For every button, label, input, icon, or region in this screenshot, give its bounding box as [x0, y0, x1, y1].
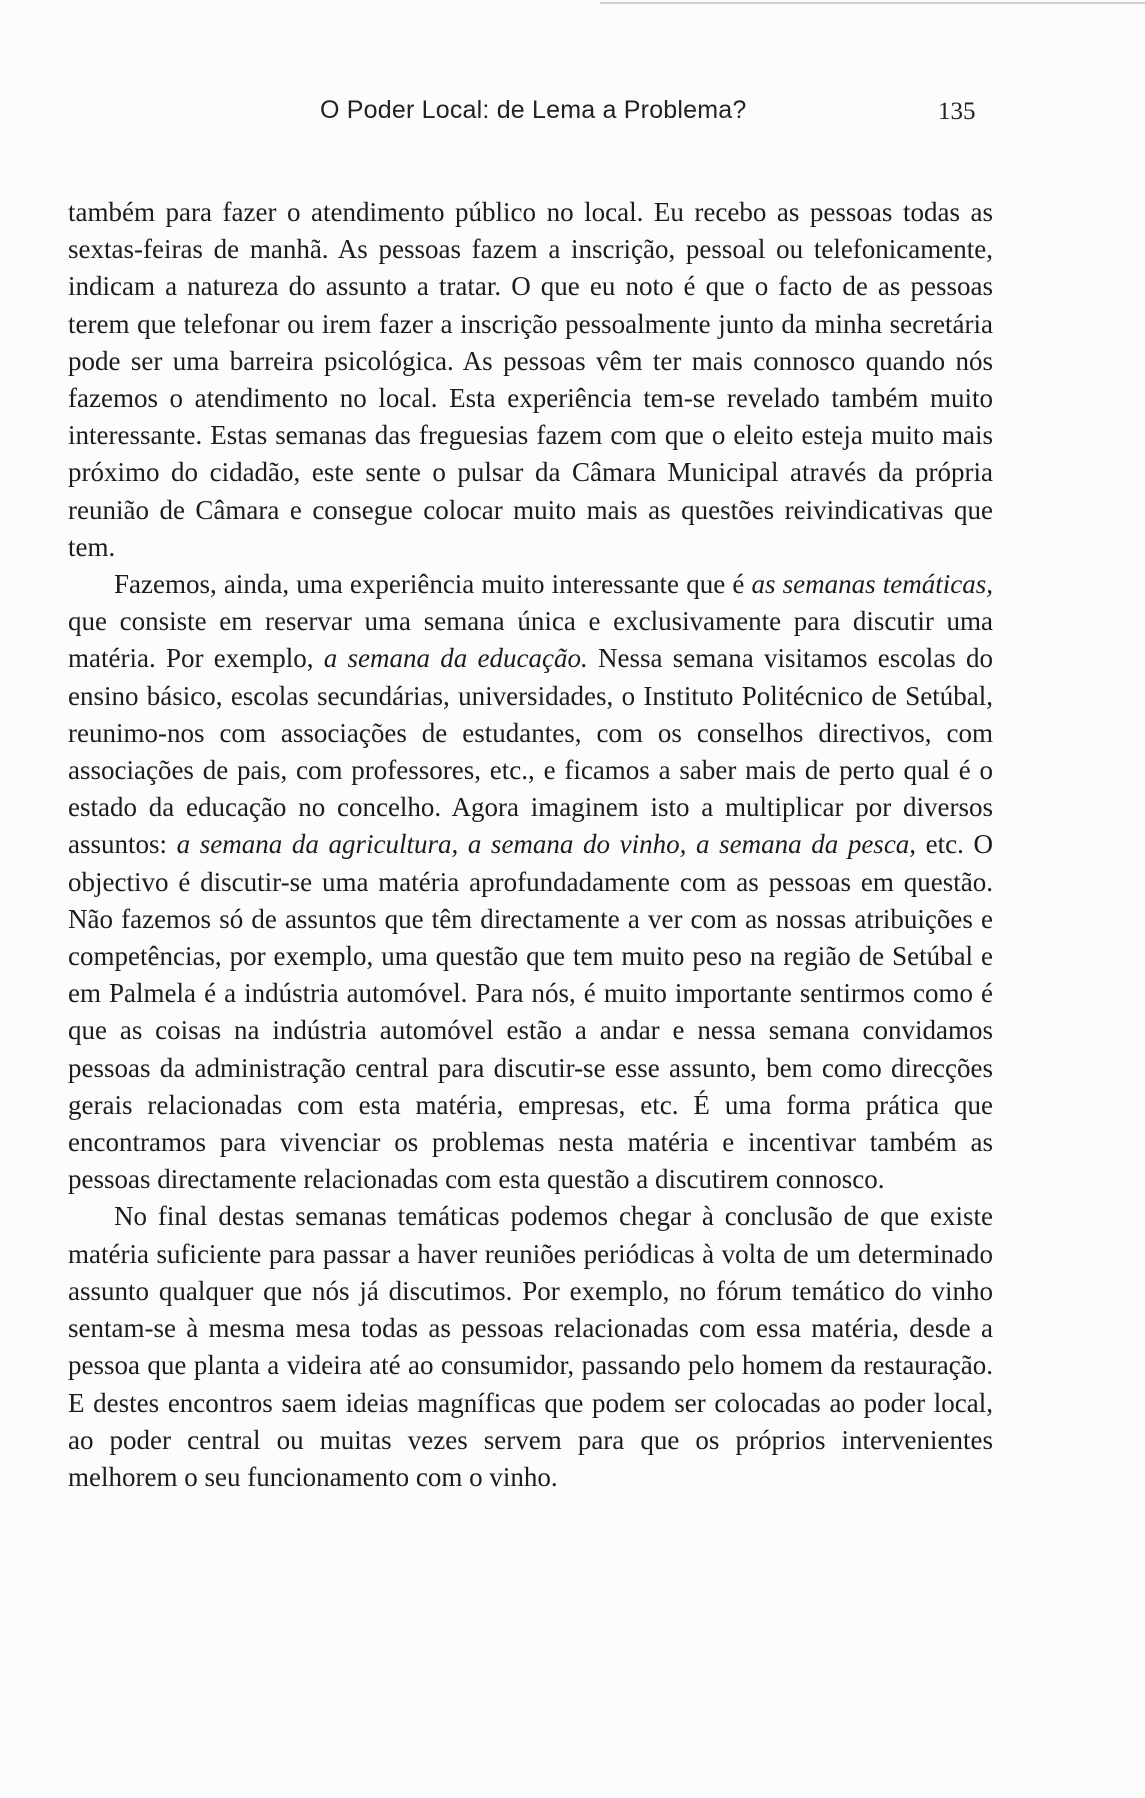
- paragraph-text: Fazemos, ainda, uma experiência muito interessante que é: [114, 569, 752, 600]
- paragraph-text: No final destas semanas temáticas podemos chegar à conclusão de que existe matéria suficiente para passar a haver reuniões periódicas à volta de um determinado assunto qualquer que nós já discutimos. Por exemplo, no fórum temático do vinho sentam-se à mesma mesa todas as pessoas relacionadas com essa matéria, desde a pessoa que planta a videira até ao consumidor, passando pelo homem da restauração. E destes encontros saem ideias magníficas que podem ser colocadas ao poder local, ao poder central ou muitas vezes servem para que os próprios intervenientes melhorem o seu funcionamento com o vinho.: [68, 1201, 993, 1492]
- page-number: 135: [938, 98, 976, 125]
- paragraph-text: etc. O objectivo é discutir-se uma matéria aprofundadamente com as pessoas em questão. Não fazemos só de assuntos que têm directamente a ver com as nossas atribuições e competências, por exemplo, uma questão que tem muito peso na região de Setúbal e em Palmela é a indústria automóvel. Para nós, é muito importante sentirmos como é que as coisas na indústria automóvel estão a andar e nessa semana convidamos pessoas da administração central para discutir-se esse assunto, bem como direcções gerais relacionadas com esta matéria, empresas, etc. É uma forma prática que encontramos para vivenciar os problemas nesta matéria e incentivar também as pessoas directamente relacionadas com esta questão a discutirem connosco.: [68, 829, 994, 1195]
- italic-phrase-semanas-tematicas: as semanas temáticas,: [751, 569, 994, 600]
- paragraph-2: [68, 566, 993, 1198]
- paragraph-1: [68, 194, 993, 566]
- italic-phrase-semanas-exemplos: a semana da agricultura, a semana do vinho, a semana da pesca,: [176, 829, 917, 860]
- paragraph-text: Nessa semana visitamos escolas do ensino básico, escolas secundárias, universidades, o Instituto Politécnico de Setúbal, reunimo-nos com associações de estudantes, com os conselhos directivos, com associações de pais, com professores, etc., e ficamos a saber mais de perto qual é o estado da educação no concelho. Agora imaginem isto a multiplicar por diversos assuntos:: [68, 643, 993, 860]
- page-edge-rule: [600, 2, 1145, 4]
- paragraph-text: também para fazer o atendimento público no local. Eu recebo as pessoas todas as sextas-feiras de manhã. As pessoas fazem a inscrição, pessoal ou telefonicamente, indicam a natureza do assunto a tratar. O que eu noto é que o facto de as pessoas terem que telefonar ou irem fazer a inscrição pessoalmente junto da minha secretária pode ser uma barreira psicológica. As pessoas vêm ter mais connosco quando nós fazemos o atendimento no local. Esta experiência tem-se revelado também muito interessante. Estas semanas das freguesias fazem com que o eleito esteja muito mais próximo do cidadão, este sente o pulsar da Câmara Municipal através da própria reunião de Câmara e consegue colocar muito mais as questões reivindicativas que tem.: [68, 197, 993, 562]
- paragraph-text: que consiste em reservar uma semana única e exclusivamente para discutir uma matéria. Por exemplo,: [68, 606, 993, 674]
- running-head-title: O Poder Local: de Lema a Problema?: [320, 96, 747, 124]
- italic-phrase-semana-educacao: a semana da educação.: [323, 643, 588, 674]
- body-text: [68, 194, 993, 1496]
- paragraph-3: [68, 1198, 993, 1496]
